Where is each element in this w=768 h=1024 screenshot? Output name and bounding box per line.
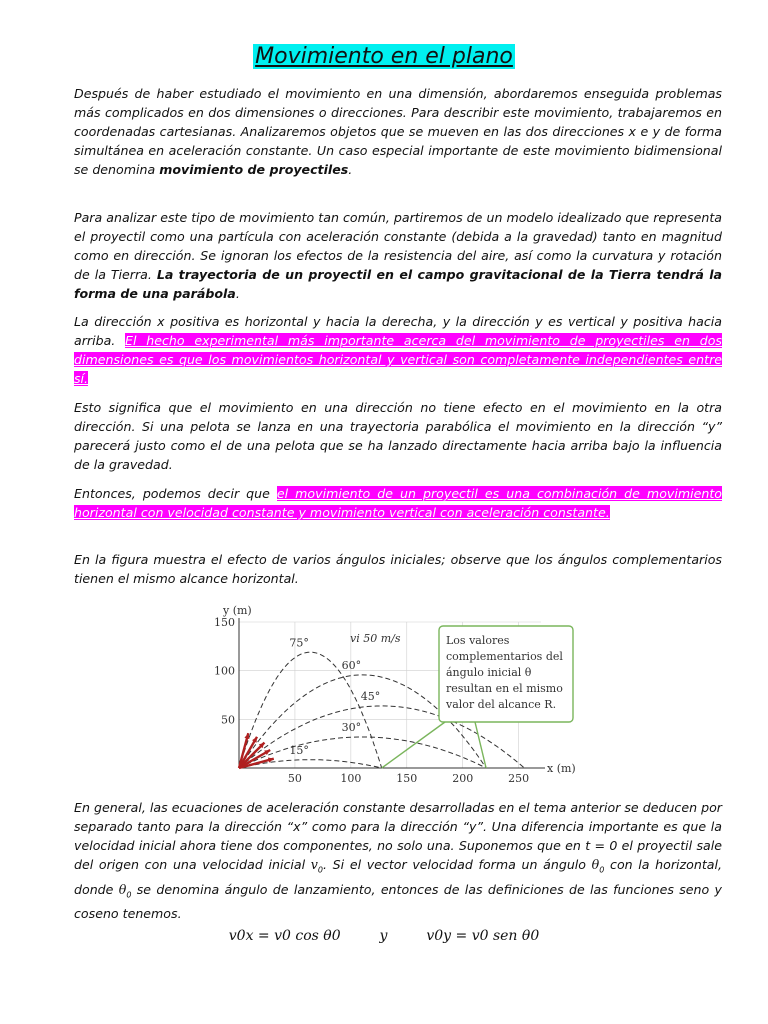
x-tick-label: 250: [508, 772, 530, 785]
y-tick-label: 150: [214, 616, 235, 629]
paragraph-model: [74, 208, 722, 303]
eq-intro-text: En general, las ecuaciones de aceleración constante desarrolladas en el tema anterior se deducen por separado tanto para la dirección “x” como para la dirección “y”. Una diferencia importante es que la velocidad inicial ahora tiene dos componentes, no solo una. Suponemos que en t = 0 el proyectil sale del origen con una velocidad inicial: [74, 800, 722, 872]
paragraph-combination: [74, 484, 722, 522]
trajectory-curve: [239, 760, 382, 768]
model-text: Para analizar este tipo de movimiento tan común, partiremos de un modelo idealizado que representa el proyectil como una partícula con aceleración constante (debida a la gravedad) tanto en magnitud como en dirección. Se ignoran los efectos de la resistencia del aire, así como la curvatura y rotación de la Tierra.: [74, 210, 722, 282]
intro-end: .: [348, 162, 353, 177]
trajectory-curve: [239, 737, 486, 768]
model-end: .: [235, 286, 240, 301]
theta-subscript: 0: [599, 865, 605, 875]
theta-symbol: θ: [591, 857, 600, 872]
angle-label: 30°: [341, 721, 362, 735]
x-axis-label: x (m): [547, 762, 576, 775]
x-tick-label: 50: [287, 772, 302, 785]
theta-symbol-2: θ: [118, 881, 127, 897]
paragraph-figure-intro: [74, 550, 722, 588]
figure-intro-text: En la figura muestra el efecto de varios ángulos iniciales; observe que los ángulos complementarios tienen el mismo alcance horizontal.: [74, 552, 722, 586]
y-tick-label: 50: [221, 713, 235, 727]
callout-pointer-b: [475, 722, 486, 768]
equation-connector: y: [379, 928, 388, 944]
paragraph-intro: [74, 84, 722, 179]
velocity-equations: [0, 928, 768, 944]
angle-label: 15°: [289, 743, 309, 757]
page-title: Movimiento en el plano: [255, 44, 513, 69]
callout-pointer-a: [382, 722, 445, 768]
y-tick-label: 100: [214, 664, 235, 678]
y-axis-label: y (m): [223, 604, 252, 617]
combination-text: Entonces, podemos decir que: [74, 486, 277, 501]
intro-bold: movimiento de proyectiles: [159, 162, 349, 177]
directions-highlight: El hecho experimental más importante acerca del movimiento de proyectiles en dos dimensiones es que los movimientos horizontal y vertical son completamente independientes entre sí.: [74, 333, 722, 386]
directions-text: La dirección x positiva es horizontal y hacia la derecha, y la dirección y es vertical y positiva hacia arriba.: [74, 314, 722, 348]
callout-text: resultan en el mismo: [446, 682, 563, 695]
x-tick-label: 150: [396, 772, 418, 785]
title-container: [0, 44, 768, 69]
callout-text: valor del alcance R.: [446, 698, 557, 711]
theta-subscript-2: 0: [126, 890, 132, 900]
x-tick-label: 200: [452, 772, 474, 785]
paragraph-independence: [74, 398, 722, 474]
angle-label: 60°: [341, 659, 362, 673]
equation-v0y: v0y = v0 sen θ0: [426, 928, 540, 944]
angle-label: 45°: [360, 690, 381, 704]
callout-text: Los valores: [446, 634, 510, 647]
intro-text: Después de haber estudiado el movimiento en una dimensión, abordaremos enseguida problemas más complicados en dos dimensiones o direcciones. Para describir este movimiento, trabajaremos en coordenadas cartesianas. Analizaremos objetos que se mueven en las dos direcciones x e y de forma simultánea en aceleración constante. Un caso especial importante de este movimiento bidimensional se denomina: [74, 86, 722, 177]
callout-text: ángulo inicial θ: [446, 666, 532, 679]
angle-label: 75°: [289, 636, 309, 650]
independence-text: Esto significa que el movimiento en una dirección no tiene efecto en el movimiento en la otra dirección. Si una pelota se lanza en una trayectoria parabólica el movimiento en la dirección “y” parecerá justo como el de una pelota que se ha lanzado directamente hacia arriba bajo la influencia de la gravedad.: [74, 400, 722, 472]
paragraph-equations-intro: [74, 798, 722, 923]
trajectory-chart: [205, 598, 585, 792]
speed-label: vi 50 m/s: [350, 632, 401, 645]
model-bold: La trayectoria de un proyectil en el campo gravitacional de la Tierra tendrá la forma de una parábola: [74, 267, 723, 301]
eq-intro-text-3: con la horizontal, donde: [74, 857, 722, 897]
callout-text: complementarios del: [446, 650, 563, 663]
equation-v0x: v0x = v0 cos θ0: [228, 928, 341, 944]
combination-highlight: el movimiento de un proyectil es una combinación de movimiento horizontal con velocidad constante y movimiento vertical con aceleración constante.: [74, 486, 722, 520]
eq-intro-text-4: se denomina ángulo de lanzamiento, entonces de las definiciones de las funciones seno y coseno tenemos.: [74, 881, 722, 922]
eq-intro-text-2: . Si el vector velocidad forma un ángulo: [323, 857, 592, 872]
paragraph-directions: [74, 312, 722, 388]
v0-subscript: 0: [317, 865, 323, 875]
v0-symbol: v: [310, 857, 318, 872]
x-tick-label: 100: [340, 772, 362, 785]
